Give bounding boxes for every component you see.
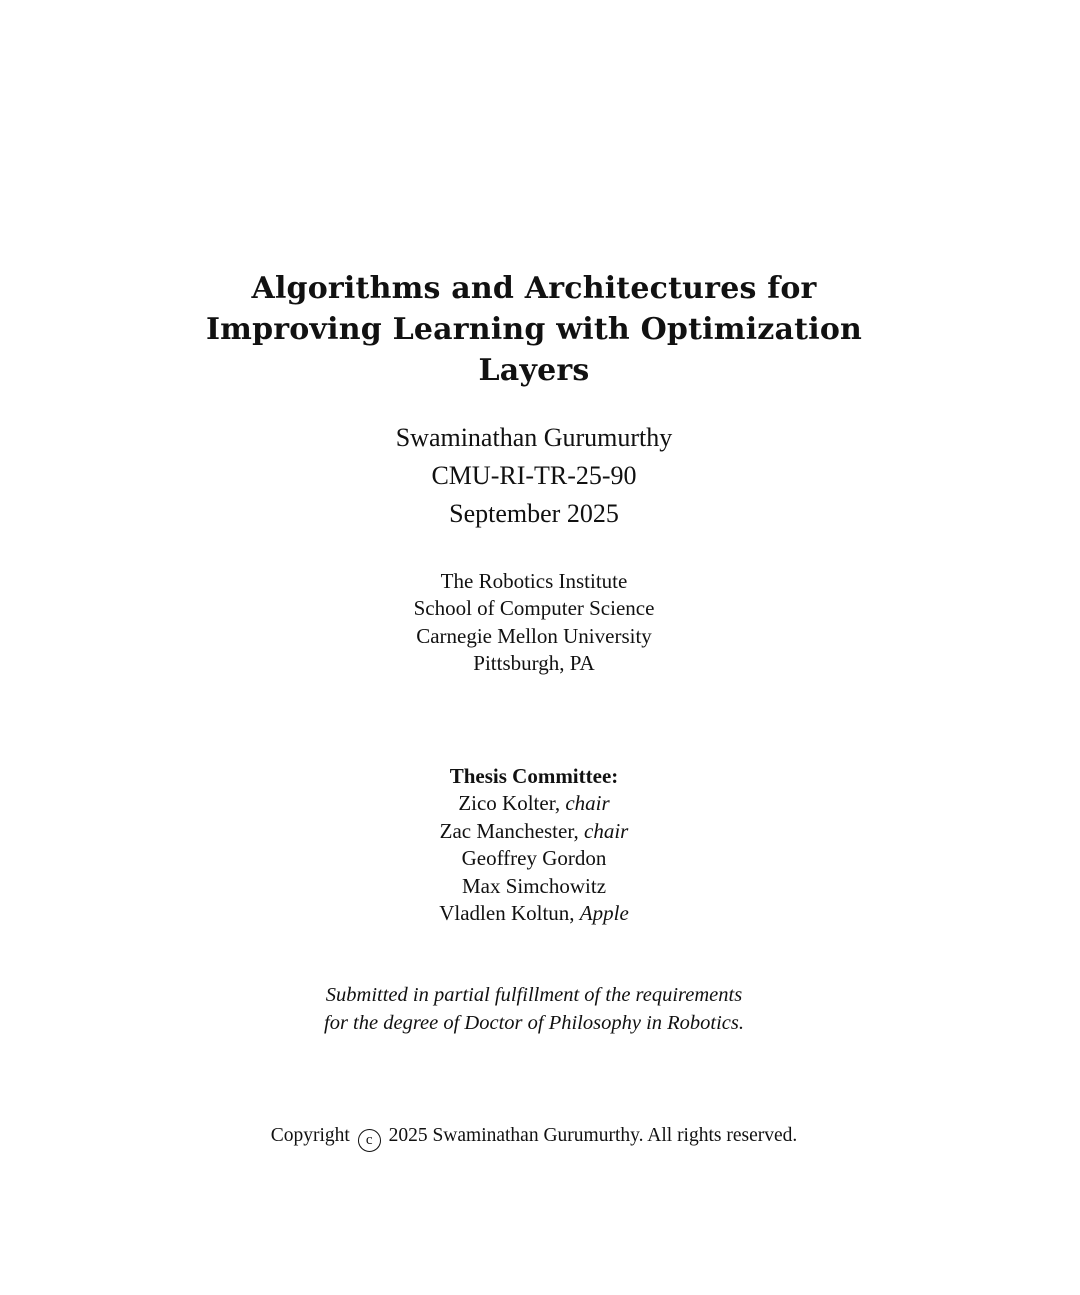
author-name: Swaminathan Gurumurthy <box>395 423 673 452</box>
submission-line-2: for the degree of Doctor of Philosophy in Robotics. <box>324 1011 744 1034</box>
member-role: Apple <box>579 901 629 926</box>
title-line-2: Improving Learning with Optimization <box>205 312 863 347</box>
committee-member <box>0 900 1068 927</box>
member-name: Zico Kolter, <box>458 791 561 816</box>
committee-block <box>0 763 1068 927</box>
institute-name: The Robotics Institute <box>440 569 628 593</box>
member-role: chair <box>584 818 629 843</box>
committee-heading: Thesis Committee: <box>449 764 619 788</box>
university-name: Carnegie Mellon University <box>416 623 652 648</box>
copyright-prefix: Copyright <box>270 1125 350 1146</box>
member-name: Vladlen Koltun, <box>439 901 575 926</box>
member-name: Geoffrey Gordon <box>461 846 607 871</box>
school-name: School of Computer Science <box>413 596 655 621</box>
member-role: chair <box>565 791 610 816</box>
copyright-notice <box>0 1122 1068 1152</box>
report-number: CMU-RI-TR-25-90 <box>431 461 637 490</box>
member-name: Zac Manchester, <box>439 818 579 843</box>
committee-member <box>0 873 1068 900</box>
affiliation-block <box>0 568 1068 678</box>
author-block <box>0 419 1068 533</box>
copyright-icon: c <box>358 1129 381 1152</box>
submission-line-1: Submitted in partial fulfillment of the requirements <box>325 984 743 1006</box>
location: Pittsburgh, PA <box>473 651 595 676</box>
member-name: Max Simchowitz <box>461 873 607 898</box>
committee-member <box>0 845 1068 872</box>
thesis-title <box>0 268 1068 391</box>
title-line-1: Algorithms and Architectures for <box>251 271 817 306</box>
committee-member <box>0 790 1068 817</box>
submission-statement <box>0 982 1068 1037</box>
copyright-text: 2025 Swaminathan Gurumurthy. All rights reserved. <box>388 1125 798 1146</box>
title-line-3: Layers <box>478 353 590 388</box>
report-date: September 2025 <box>449 499 619 528</box>
committee-member <box>0 818 1068 845</box>
